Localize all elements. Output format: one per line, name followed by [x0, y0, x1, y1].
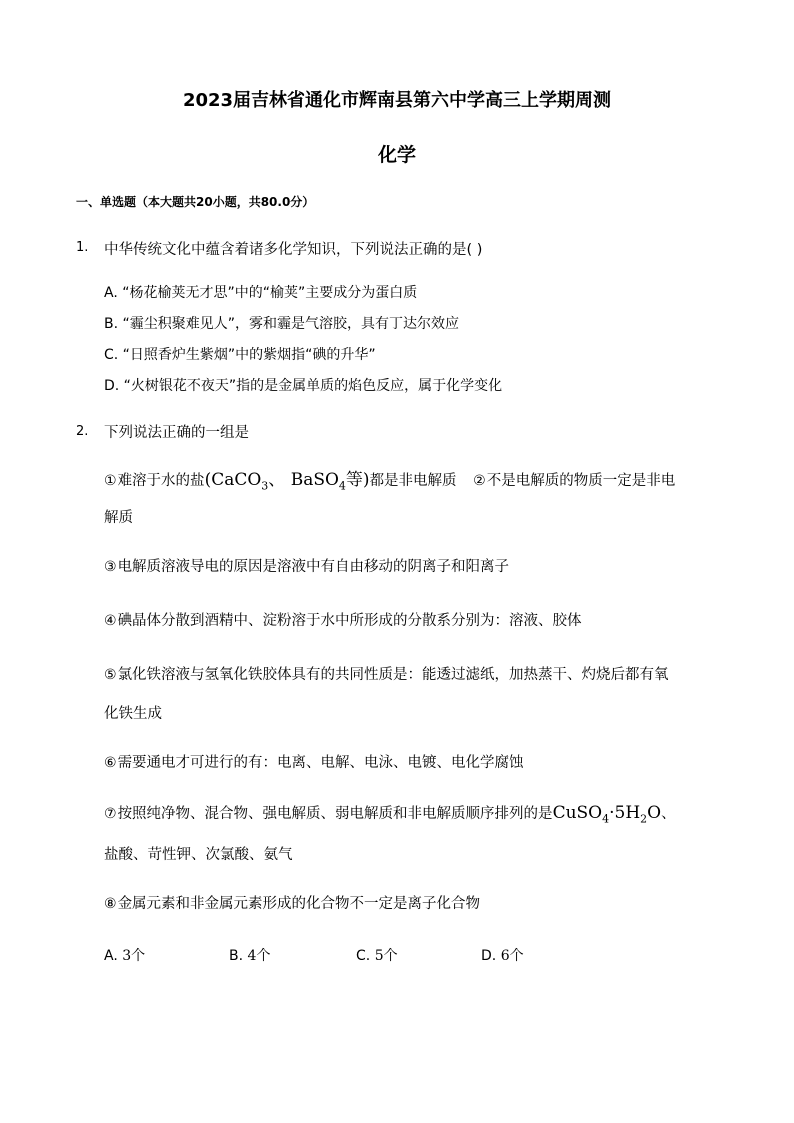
- question-1-option-c: C. “日照香炉生紫烟”中的紫烟指“碘的升华”: [104, 347, 376, 363]
- statement-5-marker: ⑤: [104, 667, 117, 683]
- statement-2-marker: ②: [473, 473, 486, 489]
- statement-8-text: 金属元素和非金属元素形成的化合物不一定是离子化合物: [117, 896, 481, 912]
- statement-7-formula: [552, 803, 662, 826]
- statement-7-continued: 盐酸、苛性钾、次氯酸、氨气: [104, 847, 293, 863]
- question-1-stem: 中华传统文化中蕴含着诸多化学知识，下列说法正确的是( ): [104, 242, 483, 258]
- formula-subscript: 4: [602, 812, 610, 826]
- formula-subscript: 4: [338, 479, 346, 493]
- statement-7-text: 按照纯净物、混合物、强电解质、弱电解质和非电解质顺序排列的是: [117, 806, 553, 822]
- question-2-stem: 下列说法正确的一组是: [104, 425, 249, 441]
- answer-unit: 个: [509, 948, 524, 964]
- formula-part: 、 BaSO: [268, 470, 339, 490]
- statement-4-text: 碘晶体分散到酒精中、淀粉溶于水中所形成的分散系分别为：溶液、胶体: [117, 613, 582, 629]
- statement-3-marker: ③: [104, 559, 117, 575]
- question-1-option-a: A. “杨花榆荚无才思”中的“榆荚”主要成分为蛋白质: [104, 285, 418, 301]
- answer-option-c: [356, 945, 398, 965]
- statement-4: [104, 609, 582, 630]
- answer-unit: 个: [256, 948, 271, 964]
- answer-letter: B.: [229, 948, 244, 964]
- statement-7-tail: 、: [661, 806, 676, 822]
- answer-letter: C.: [356, 948, 371, 964]
- statement-1-tail: 都是非电解质: [369, 473, 457, 489]
- answer-option-d: [481, 945, 524, 965]
- answer-option-b: [229, 945, 270, 965]
- statement-5-continued: 化铁生成: [104, 706, 162, 722]
- formula-part: ·5H: [609, 803, 641, 823]
- statement-2-text: 不是电解质的物质一定是非电: [486, 473, 676, 489]
- statement-5-text: 氯化铁溶液与氢氧化铁胶体具有的共同性质是：能透过滤纸，加热蒸干、灼烧后都有氧: [117, 667, 669, 683]
- formula-subscript: 2: [640, 812, 648, 826]
- answer-value: 5: [374, 948, 384, 964]
- statement-8: [104, 892, 480, 913]
- formula-part: (CaCO: [204, 470, 262, 490]
- statement-1-formula: [204, 470, 370, 493]
- statement-1-marker: ①: [104, 473, 117, 489]
- statement-7: [104, 802, 676, 825]
- statement-3: [104, 555, 509, 576]
- statement-7-marker: ⑦: [104, 806, 117, 822]
- question-1-option-b: B. “霾尘积聚难见人”，雾和霾是气溶胶，具有丁达尔效应: [104, 316, 460, 332]
- answer-unit: 个: [131, 948, 146, 964]
- statement-6-text: 需要通电才可进行的有：电离、电解、电泳、电镀、电化学腐蚀: [117, 755, 524, 771]
- answer-value: 6: [500, 948, 510, 964]
- formula-part: CuSO: [552, 803, 603, 823]
- statement-3-text: 电解质溶液导电的原因是溶液中有自由移动的阴离子和阳离子: [117, 559, 510, 575]
- answer-letter: D.: [481, 948, 497, 964]
- answer-option-a: [104, 945, 145, 965]
- statement-5: [104, 663, 669, 684]
- answer-unit: 个: [383, 948, 398, 964]
- question-1-number: 1.: [76, 240, 89, 255]
- statement-4-marker: ④: [104, 613, 117, 629]
- statement-8-marker: ⑧: [104, 896, 117, 912]
- statement-2-continued: 解质: [104, 510, 133, 526]
- answer-letter: A.: [104, 948, 118, 964]
- question-1-option-d: D. “火树银花不夜天”指的是金属单质的焰色反应，属于化学变化: [104, 378, 503, 394]
- formula-part: 等): [345, 470, 370, 490]
- answer-value: 4: [247, 948, 257, 964]
- exam-title: 2023届吉林省通化市辉南县第六中学高三上学期周测: [182, 90, 612, 111]
- statement-6-marker: ⑥: [104, 755, 117, 771]
- statement-1: [104, 465, 675, 492]
- formula-subscript: 3: [261, 479, 269, 493]
- formula-part: O: [647, 803, 662, 823]
- statement-6: [104, 751, 524, 772]
- answer-value: 3: [122, 948, 132, 964]
- subject-title: 化学: [377, 144, 416, 166]
- question-2-number: 2.: [76, 424, 89, 439]
- section-heading: 一、单选题（本大题共20小题，共80.0分）: [76, 195, 315, 209]
- statement-1-text: 难溶于水的盐: [117, 473, 205, 489]
